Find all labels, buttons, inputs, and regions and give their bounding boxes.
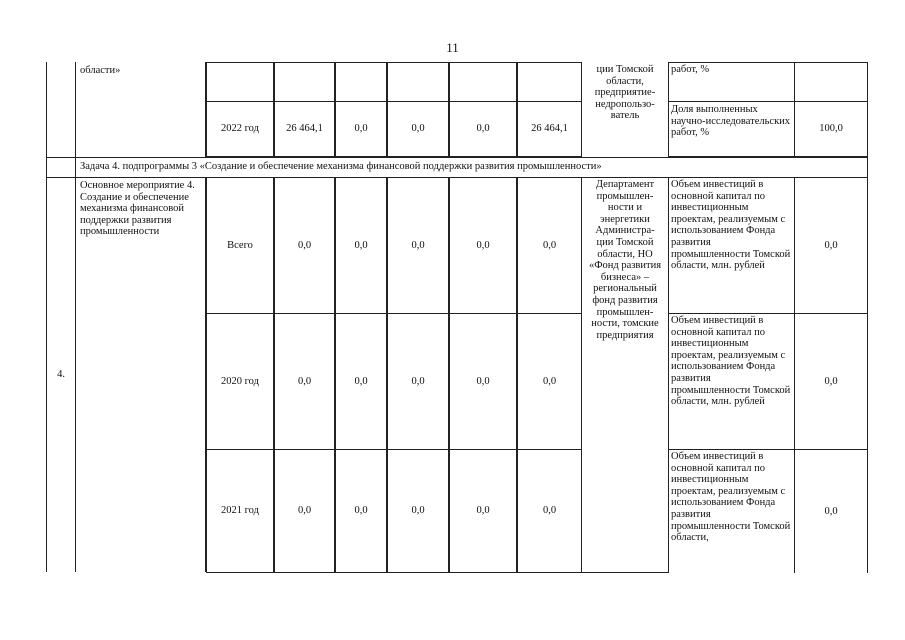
task-number-cell — [46, 157, 76, 178]
period-cell: 2021 год — [206, 449, 274, 573]
value-cell: 0,0 — [335, 101, 387, 157]
value-cell: 0,0 — [274, 313, 335, 450]
page-number: 11 — [446, 40, 459, 55]
value-cell: 0,0 — [274, 177, 335, 314]
value-cell: 0,0 — [517, 313, 582, 450]
indicator-value: 0,0 — [794, 177, 868, 314]
period-cell-empty — [206, 62, 274, 102]
value-cell: 0,0 — [517, 177, 582, 314]
activity-name: Основное мероприятие 4. Создание и обеспечение механизма финансовой поддержки развития промышленности — [76, 177, 206, 572]
value-cell: 0,0 — [335, 177, 387, 314]
activity-number: 4. — [46, 177, 76, 572]
value-cell: 0,0 — [387, 313, 449, 450]
value-cell: 0,0 — [449, 177, 517, 314]
value-cell: 0,0 — [517, 449, 582, 573]
value-cell-empty — [335, 62, 387, 102]
value-cell: 0,0 — [387, 177, 449, 314]
value-cell: 0,0 — [387, 449, 449, 573]
period-cell: 2020 год — [206, 313, 274, 450]
value-cell: 0,0 — [449, 313, 517, 450]
task-header: Задача 4. подпрограммы 3 «Создание и обеспечение механизма финансовой поддержки развития промышленности» — [75, 157, 868, 178]
value-cell-empty — [387, 62, 449, 102]
indicator-value: 100,0 — [794, 101, 868, 157]
value-cell: 26 464,1 — [274, 101, 335, 157]
indicator-cell: работ, % — [668, 62, 795, 102]
activity-title-tail: области» — [76, 62, 206, 157]
value-cell: 26 464,1 — [517, 101, 582, 157]
indicator-cell: Объем инвестиций в основной капитал по инвестиционным проектам, реализуемым с использованием Фонда развития промышленности Томской области, млн. рублей — [668, 313, 795, 450]
value-cell-empty — [517, 62, 582, 102]
value-cell: 0,0 — [335, 313, 387, 450]
value-cell-empty — [449, 62, 517, 102]
number-cell-continued — [46, 62, 76, 157]
indicator-value: 0,0 — [794, 449, 868, 573]
period-cell: Всего — [206, 177, 274, 314]
indicator-value: 0,0 — [794, 313, 868, 450]
period-cell: 2022 год — [206, 101, 274, 157]
value-cell-empty — [274, 62, 335, 102]
value-cell: 0,0 — [387, 101, 449, 157]
indicator-value-empty — [794, 62, 868, 102]
executor-cell: Департамент промышлен-ности и энергетики Администра-ции Томской области, НО «Фонд развития бизнеса» – региональный фонд развития промышлен-ности, томские предприятия — [588, 179, 662, 341]
indicator-cell: Доля выполненных научно-исследовательских работ, % — [668, 101, 795, 157]
executor-cell-continued: ции Томской области, предприятие-недропользо-ватель — [594, 64, 656, 122]
value-cell: 0,0 — [274, 449, 335, 573]
value-cell: 0,0 — [449, 449, 517, 573]
value-cell: 0,0 — [335, 449, 387, 573]
indicator-cell: Объем инвестиций в основной капитал по инвестиционным проектам, реализуемым с использованием Фонда развития промышленности Томской области, млн. рублей — [668, 177, 795, 314]
executor-bottom-border — [517, 572, 668, 573]
value-cell: 0,0 — [449, 101, 517, 157]
indicator-cell: Объем инвестиций в основной капитал по инвестиционным проектам, реализуемым с использованием Фонда развития промышленности Томской области, — [668, 449, 795, 573]
